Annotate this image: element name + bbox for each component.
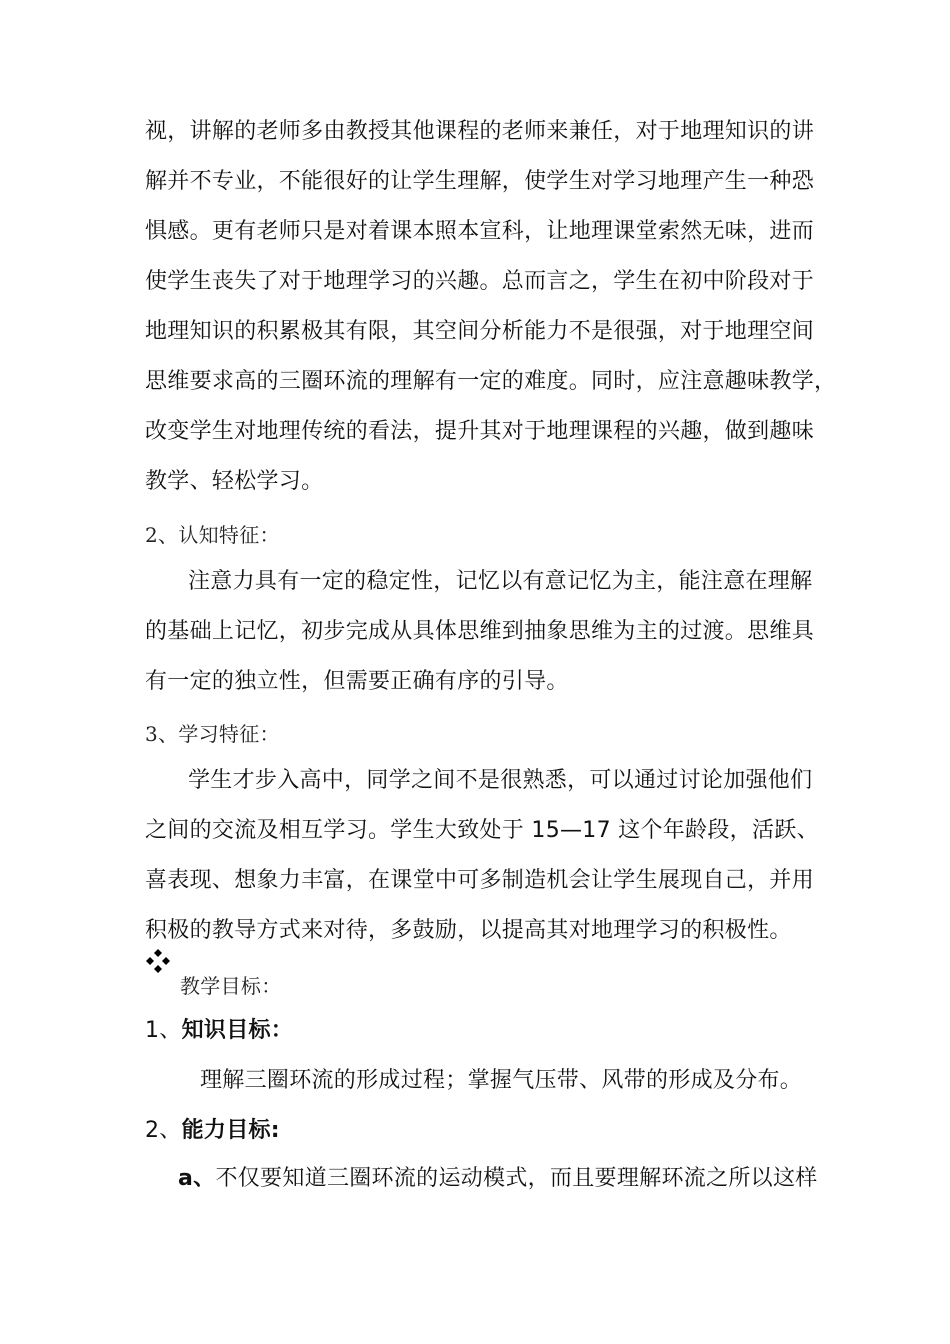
paragraph-line: 喜表现、想象力丰富，在课堂中可多制造机会让学生展现自己，并用 [145,868,815,893]
paragraph-line: 改变学生对地理传统的看法，提升其对于地理课程的兴趣，做到趣味 [145,419,815,444]
knowledge-goal-text: 理解三圈环流的形成过程；掌握气压带、风带的形成及分布。 [200,1068,803,1093]
paragraph-line: 思维要求高的三圈环流的理解有一定的难度。同时，应注意趣味教学， [145,369,837,394]
section-heading-learning: 3、学习特征： [145,722,280,746]
paragraph-line: 积极的教导方式来对待，多鼓励，以提高其对地理学习的积极性。 [145,918,792,943]
teaching-goals-heading: 教学目标： [180,974,282,998]
ability-goal-number: 2、 [145,1118,182,1143]
paragraph-line: 视，讲解的老师多由教授其他课程的老师来兼任，对于地理知识的讲 [145,119,815,144]
ability-goal-item [178,1164,858,1194]
paragraph-line: 教学、轻松学习。 [145,469,324,494]
ability-goal-heading [145,1116,825,1146]
four-diamond-bullet-icon [145,948,171,974]
ability-goal-title: 能力目标: [181,1118,280,1143]
paragraph-line: 使学生丧失了对于地理学习的兴趣。总而言之，学生在初中阶段对于 [145,269,815,294]
paragraph-line: 学生才步入高中，同学之间不是很熟悉，可以通过讨论加强他们 [188,768,813,793]
paragraph-line: 注意力具有一定的稳定性，记忆以有意记忆为主，能注意在理解 [188,569,813,594]
paragraph-line: 惧感。更有老师只是对着课本照本宣科，让地理课堂索然无味，进而 [145,219,815,244]
ability-item-text: 不仅要知道三圈环流的运动模式，而且要理解环流之所以这样 [215,1166,818,1191]
knowledge-goal-title: 知识目标： [181,1018,294,1043]
ability-item-label: a、 [178,1166,216,1191]
knowledge-goal-heading [145,1016,825,1046]
paragraph-line: 有一定的独立性，但需要正确有序的引导。 [145,669,569,694]
paragraph-line: 的基础上记忆，初步完成从具体思维到抽象思维为主的过渡。思维具 [145,619,815,644]
knowledge-goal-number: 1、 [145,1018,182,1043]
paragraph-line: 之间的交流及相互学习。学生大致处于 15—17 这个年龄段，活跃、 [145,818,819,843]
paragraph-line: 地理知识的积累极其有限，其空间分析能力不是很强，对于地理空间 [145,319,815,344]
section-heading-cognitive: 2、认知特征： [145,523,280,547]
paragraph-line: 解并不专业，不能很好的让学生理解，使学生对学习地理产生一种恐 [145,169,815,194]
